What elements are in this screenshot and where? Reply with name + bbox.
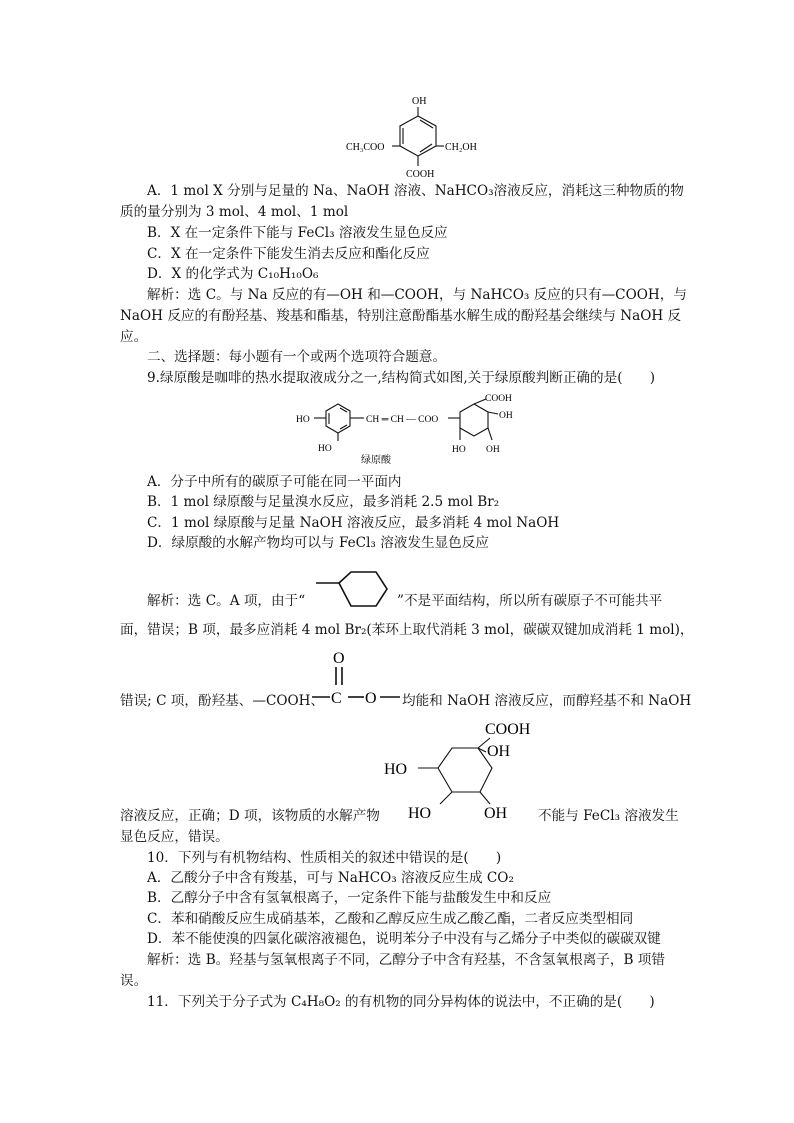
oh-label-bottom: OH: [486, 445, 500, 455]
product-cooh-label: COOH: [485, 721, 531, 738]
q9-stem: 9.绿原酸是咖啡的热水提取液成分之一,结构简式如图,关于绿原酸判断正确的是( ): [147, 370, 655, 386]
acetoxy-label: CH₃COO: [346, 142, 385, 153]
q9-explanation-line4b: 不能与 FeCl₃ 溶液发生: [538, 808, 679, 824]
hydroxymethyl-label: CH₂OH: [445, 142, 477, 153]
q9-option-d: D．绿原酸的水解产物均可以与 FeCl₃ 溶液发生显色反应: [147, 535, 489, 551]
q9-option-c: C．1 mol 绿原酸与足量 NaOH 溶液反应，最多消耗 4 mol NaOH: [147, 515, 560, 531]
oh-label: OH: [412, 96, 427, 107]
carbonyl-o-label: O: [333, 650, 345, 667]
vinyl-ester-chain: CH ═ CH — COO: [366, 415, 439, 425]
quinic-acid-product-diagram: [380, 716, 545, 826]
q10-option-b: B．乙醇分子中含有氢氧根离子，一定条件下能与盐酸发生中和反应: [147, 890, 552, 906]
section-heading: 二、选择题：每小题有一个或两个选项符合题意。: [147, 349, 447, 365]
q8-explanation-line2: NaOH 反应的有酚羟基、羧基和酯基，特别注意酚酯基水解生成的酚羟基会继续与 NaOH 反: [120, 308, 682, 324]
q10-option-c: C．苯和硝酸反应生成硝基苯，乙酸和乙醇反应生成乙酸乙酯，二者反应类型相同: [147, 911, 634, 927]
oh-label-right: OH: [499, 411, 513, 421]
q10-option-d: D．苯不能使溴的四氯化碳溶液褪色，说明苯分子中没有与乙烯分子中类似的碳碳双键: [147, 931, 661, 947]
product-oh-label-bottom: OH: [484, 805, 508, 822]
q9-explanation-line3a: 错误; C 项，酚羟基、—COOH、: [120, 693, 325, 709]
q9-option-b: B．1 mol 绿原酸与足量溴水反应，最多消耗 2.5 mol Br₂: [147, 494, 500, 510]
q8-option-c: C．X 在一定条件下能发生消去反应和酯化反应: [147, 246, 430, 262]
cyclohexyl-methyl-inline-diagram: [310, 566, 400, 612]
q9-explanation-line4a: 溶液反应，正确；D 项，该物质的水解产物: [120, 808, 380, 824]
compound-name: 绿原酸: [361, 455, 391, 466]
q10-explanation-line2: 误。: [120, 973, 148, 989]
carboxyl-label: COOH: [406, 169, 435, 180]
q9-chlorogenic-acid-diagram: [290, 390, 540, 466]
q9-explanation-line1a: 解析：选 C。A 项，由于“: [147, 593, 306, 609]
q10-stem: 10．下列与有机物结构、性质相关的叙述中错误的是( ): [147, 850, 502, 866]
q10-option-a: A．乙酸分子中含有羧基，可与 NaHCO₃ 溶液反应生成 CO₂: [147, 870, 514, 886]
q8-explanation-line3: 应。: [120, 329, 148, 345]
q9-explanation-line3b: 均能和 NaOH 溶液反应，而醇羟基不和 NaOH: [402, 693, 692, 709]
q9-explanation-line5: 显色反应，错误。: [120, 829, 229, 845]
q8-explanation-line1: 解析：选 C。与 Na 反应的有—OH 和—COOH，与 NaHCO₃ 反应的只有—COOH，与: [147, 287, 687, 303]
q9-option-a: A．分子中所有的碳原子可能在同一平面内: [147, 474, 402, 490]
q11-stem: 11．下列关于分子式为 C₄H₈O₂ 的有机物的同分异构体的说法中，不正确的是( ): [147, 994, 655, 1010]
ho-label-bottom: HO: [452, 445, 466, 455]
q10-explanation-line1: 解析：选 B。羟基与氢氧根离子不同，乙醇分子中含有羟基，不含氢氧根离子，B 项错: [147, 952, 665, 968]
q8-option-a-line2: 质的量分别为 3 mol、4 mol、1 mol: [120, 204, 349, 220]
q8-option-a-line1: A．1 mol X 分别与足量的 Na、NaOH 溶液、NaHCO₃溶液反应，消耗这三种物质的物: [147, 183, 684, 199]
ether-o-label: O: [365, 690, 377, 707]
ester-group-diagram: [308, 645, 408, 709]
product-ho-label-bottom: HO: [408, 805, 432, 822]
q9-explanation-line2: 面，错误；B 项，最多应消耗 4 mol Br₂(苯环上取代消耗 3 mol，碳碳双键加成消耗 1 mol)，: [120, 622, 694, 638]
q8-option-b: B．X 在一定条件下能与 FeCl₃ 溶液发生显色反应: [147, 225, 448, 241]
q8-structure-diagram: [340, 88, 500, 184]
q9-explanation-line1b: ”不是平面结构，所以所有碳原子不可能共平: [397, 593, 663, 609]
ho-label-1: HO: [296, 415, 310, 425]
q8-option-d: D．X 的化学式为 C₁₀H₁₀O₆: [147, 266, 319, 282]
cooh-label: COOH: [485, 394, 512, 404]
product-ho-label-left: HO: [384, 761, 408, 778]
carbon-label: C: [331, 690, 342, 707]
ho-label-2: HO: [318, 444, 332, 454]
product-oh-label-right: OH: [487, 743, 511, 760]
